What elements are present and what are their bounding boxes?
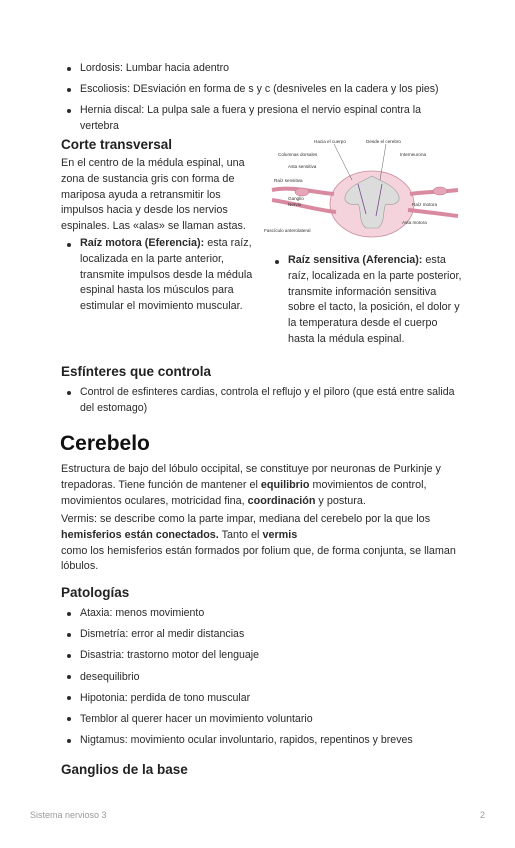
motora-text: esta raíz, localizada en la parte anterior, transmite impulsos desde la médula espinal hasta los músculos para estimular el movimiento muscular. (80, 237, 253, 313)
bold-span: vermis (262, 528, 298, 541)
section-heading-corte: Corte transversal (61, 137, 173, 152)
text-span: y postura. (315, 494, 366, 507)
diagram-label: Nervio (288, 202, 302, 207)
text-span: Vermis: se describe como la parte impar, mediana del cerebelo por la que los (61, 513, 431, 525)
sensitiva-list (270, 253, 465, 348)
diagram-label: Columnas dorsales (278, 152, 318, 157)
sensitiva-text: esta raíz, localizada en la parte posterior, transmite información sensitiva sobre el tacto, la posición, el dolor y la temperatura desde el cuerpo hasta la médula espinal. (288, 254, 462, 345)
page-number: 2 (479, 810, 485, 820)
esfinteres-list (62, 384, 462, 416)
list-item (270, 253, 465, 348)
diagram-label: Fascículo anterolateral (264, 228, 311, 233)
list-item (62, 236, 262, 315)
diagram-label: Desde el cerebro (366, 139, 401, 144)
diagram-label: Hacia el cuerpo (314, 139, 346, 144)
list-item: Nigtamus: movimiento ocular involuntario, rapidos, repentinos y breves (62, 732, 462, 748)
motora-list (62, 236, 262, 315)
diagram-label: Ganglio (288, 196, 304, 201)
text-span: como los hemisferios están formados por folium que, de forma conjunta, se llaman lóbulos. (61, 544, 456, 573)
list-item: Ataxia: menos movimiento (62, 605, 462, 621)
list-item: Disastria: trastorno motor del lenguaje (62, 647, 462, 663)
diagram-label: Raíz motora (412, 202, 438, 207)
text-span: movimientos de control, movimientos oculares, motricidad fina, (61, 478, 427, 507)
list-item: Escoliosis: DEsviación en forma de s y c (desniveles en la cadera y los pies) (62, 81, 462, 97)
top-bullet-list (62, 60, 462, 139)
section-heading-esfinteres: Esfínteres que controla (61, 364, 212, 379)
section-heading-ganglios: Ganglios de la base (61, 762, 188, 777)
diagram-label: Asta motora (402, 220, 427, 225)
bold-span: hemisferios están conectados. (61, 528, 219, 541)
diagram-label: Interneurona (400, 152, 427, 157)
sensitiva-label: Raíz sensitiva (Aferencia): (288, 254, 423, 266)
footer-title: Sistema nervioso 3 (30, 810, 107, 820)
list-item: Temblor al querer hacer un movimiento voluntario (62, 711, 462, 727)
text-span: Estructura de bajo del lóbulo occipital, se constituye por neuronas de Purkinje y trepadoras. Tiene función de mantener el (61, 463, 441, 491)
text-span: Tanto el (218, 528, 263, 541)
bold-span: equilibrio (260, 478, 310, 491)
cerebelo-paragraph-1 (61, 462, 456, 509)
section-heading-cerebelo: Cerebelo (60, 432, 150, 455)
list-item: desequilibrio (62, 669, 462, 685)
list-item: Hernia discal: La pulpa sale a fuera y presiona el nervio espinal contra la vertebra (62, 102, 462, 134)
section-heading-patologias: Patologías (61, 585, 130, 600)
list-item: Control de esfinteres cardias, controla el reflujo y el piloro (que está entre salida del estomago) (62, 384, 462, 416)
patologias-list (62, 605, 462, 753)
diagram-label: Raíz sensitiva (274, 178, 303, 183)
spinal-cord-illustration (272, 144, 458, 237)
list-item: Hipotonia: perdida de tono muscular (62, 690, 462, 706)
cerebelo-paragraph-2 (61, 512, 456, 575)
list-item: Lordosis: Lumbar hacia adentro (62, 60, 462, 76)
list-item: Dismetría: error al medir distancias (62, 626, 462, 642)
bold-span: coordinación (247, 494, 316, 507)
motora-label: Raíz motora (Eferencia): (80, 237, 205, 249)
spinal-cord-diagram (262, 134, 467, 242)
diagram-label: Asta sensitiva (288, 164, 317, 169)
corte-paragraph: En el centro de la médula espinal, una zona de sustancia gris con forma de mariposa ayuda a retransmitir los impulsos hacia y desde los nervios espinales. Las «alas» se llaman astas. (61, 157, 246, 233)
